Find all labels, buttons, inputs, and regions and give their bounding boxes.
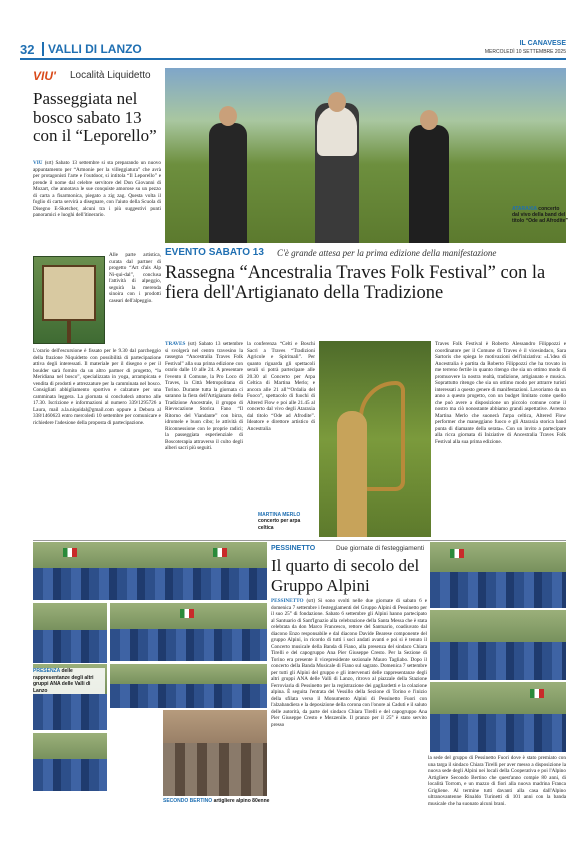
viu-body-main: L'orario dell'escursione è fissato per le 9.30 dal parcheggio della frazione Niquidetto con possibilità di partecipazione attiva degli interessati. Il materiale per il disegno e per il boulder sarà fornito da un altro partner di progetto, “la Meridiana nel bosco”, specializzata in yoga, arrampicata e vendita di prodotti e attrezzature per la camminata nel bosco. Consigliati abbigliamento sportivo e calzature per una camminata leggera. La giornata si concluderà attorno alle 17.30. Iscrizione e informazioni al numero 339/1295726 a Laura, mail a.la.niquidal@gmail.com oppure a Debora al 338/1460623 entro mercoledì 10 settembre per comunicare e richiedere l'adesione della proposta di partecipazione. bbox=[33, 348, 161, 426]
pessinetto-subhead: Due giornate di festeggiamenti bbox=[336, 545, 425, 552]
presenza-caption bbox=[33, 668, 105, 694]
presenza-caption-name: PRESENZA bbox=[33, 668, 61, 674]
alpini-parade-photo-3 bbox=[110, 603, 267, 661]
alpini-parade-photo-2 bbox=[33, 603, 107, 663]
alpini-parade-photo-6 bbox=[33, 733, 107, 791]
section-divider bbox=[33, 540, 566, 541]
harp-caption-text: concerto per arpa celtica bbox=[258, 518, 301, 531]
band-member-left bbox=[209, 123, 247, 243]
viu-body-intro bbox=[33, 160, 161, 252]
presenza-caption-text: delle rappresentanze degli altri gruppi ANA delle Valli di Lanzo bbox=[33, 668, 94, 694]
harpist bbox=[337, 411, 367, 537]
page-number: 32 bbox=[20, 42, 35, 57]
trail-sign-panel bbox=[42, 265, 96, 321]
band-member-right bbox=[409, 125, 449, 243]
trail-sign-post bbox=[67, 321, 71, 343]
event-body-col2: la conferenza “Celti e Boschi Sacri a Traves “Tradizioni Agricole e Spirituali”. Per quanto riguarda gli spettacoli serali si potrà partecipare alle 20.30 al Concerto per Arpa Celtica di Martina Merlo; e ancora alle 21 all’“Ordalia del Fuoco”, spettacolo di fuochi di Altered Flow e poi alle 21.45 al concerto dal vivo degli Ataraxia dal titolo “Ode ad Afrodite”. Ideatore e direttore artistico di Ancestralia bbox=[247, 341, 315, 432]
harp-photo-caption bbox=[258, 512, 316, 531]
event-headline: Rassegna “Ancestralia Traves Folk Festival” con la fiera dell'Artigianato della Tradizione bbox=[165, 263, 546, 304]
viu-dateline: VIÙ bbox=[33, 160, 43, 166]
event-body-col1-text: (srt) Sabato 13 settembre si svolgerà nel centro travesino la rassegna “Ancestralia Traves Folk Festival” alla sua prima edizione con orario dalle 10 alle 24. A presentare l'evento il Comune, la Pro Loco di Traves, la Città Metropolitana di Torino. Durante tutta la giornata ci saranno la fiera dell'Artigianato della Tradizione Ancestrale, il gruppo di Rievocazione Storica Fano “Il Ritorno del Viandante” con birra, idromele e buon cibo; le attività di Riconnessione con le proprie radici; la passeggiata esperienziale di Boscoterapia attraverso il culto degli alberi sacri più seguiti. bbox=[165, 341, 243, 451]
section-title: VALLI DI LANZO bbox=[48, 42, 142, 56]
event-body-col3: Traves Folk Festival è Roberto Alessandro Filippozzi e coordinatore per il Comune di Traves è il vicesindaco, Sara Sartoris che spiega le motivazioni dell'iniziativa: «L'idea di Ancestralia è partita da Roberto Filippozzi che ha trovato in me terreno fertile in quanto ritengo che sia un ottimo modo di promuovere la nostra realtà, tradizione, artigianato e musica. Soprattutto ritengo che sia un ottimo modo per attrarre turisti interessati a questo genere di manifestazioni. Lavoriamo da un anno a questo progetto, con un budget limitato come quello che può avere a disposizione un piccolo comune come il nostro ma ciò nonostante abbiamo grandi aspettative. Avremo Martina Merlo che suonerà l'arpa celtica, Altered Flow performer che maneggiano fuoco e gli Ataraxia storica band punta di diamante della serata». Con un invito a partecipare alla ricca giornata di Iniziative di Ancestralia Traves Folk Festival alla sua prima edizione. bbox=[435, 341, 566, 445]
pessinetto-tag: PESSINETTO bbox=[271, 545, 316, 552]
harp-caption-name: MARTINA MERLO bbox=[258, 512, 301, 518]
viu-body-side: Alle parte artistica, curata dal partner di progetto “Art d'als Alp Ni-qui-dal”, conclusa l'attività di alpeggio, seguirà la merenda sinoira con i prodotti caseari dell'alpeggio. bbox=[109, 252, 161, 304]
band-caption-name: ATARAXIA bbox=[512, 206, 537, 212]
harp-player-photo bbox=[319, 341, 431, 537]
event-dateline: TRAVES bbox=[165, 341, 186, 347]
viu-body-intro-text: (srt) Sabato 13 settembre si sta preparando un nuovo appuntamento per “Armonie per la villeggiatura” che avrà per protagonisti l'arte e l'outdoor, si intitola “Il Leporello” e prende il nome dal celebre servitore del Don Giovanni di Mozart, che annotava le sue conquiste amorose su un pezzo di carta a fisarmonica, piegato a zig zag. Questa volta il foglio di carta servirà a disegnare, con l'aiuto della Scuola di Disegno E-Sketcher, alcuni tra i più suggestivi punti panoramici e luoghi dell'itinerario. bbox=[33, 160, 161, 218]
alpini-parade-photo-1 bbox=[33, 542, 267, 600]
event-subhead: C'è grande attesa per la prima edizione della manifestazione bbox=[277, 248, 497, 258]
viu-location: Località Liquidetto bbox=[70, 70, 151, 81]
pessinetto-headline: Il quarto di secolo del Gruppo Alpini bbox=[271, 556, 420, 595]
viu-tag: VIU' bbox=[33, 69, 56, 83]
alpini-group-photo-3 bbox=[430, 682, 566, 752]
issue-date: MERCOLEDÌ 10 SETTEMBRE 2025 bbox=[484, 49, 566, 55]
ataraxia-band-photo bbox=[165, 68, 566, 243]
pessinetto-body-end: la sede del gruppo di Pessinetto Fuori dove è stato premiato con una targa il sindaco Chiara Tirelli per aver messo a disposizione la nuova sede degli Alpini nei locali della Cooperativa e poi l'Alpino Artigliere Secondo Bertino che quest'anno compie 80 anni, di località Torrom, e un mazzo di fiori alla nuova madrina Franca Grigliene. Al termine tutti davanti alla casa dall'Alpino ultranovantenne Rinaldo Turinetti di 101 anni con la banda musicale che ha suonato alcuni brani. bbox=[428, 755, 566, 807]
event-tag: EVENTO SABATO 13 bbox=[165, 247, 264, 258]
masthead-divider bbox=[42, 42, 44, 56]
trail-sign-photo bbox=[33, 256, 105, 344]
alpini-group-photo-1 bbox=[430, 542, 566, 608]
alpini-group-photo-2 bbox=[430, 610, 566, 680]
band-photo-caption bbox=[512, 206, 568, 224]
masthead bbox=[20, 40, 566, 60]
bertino-caption bbox=[163, 798, 271, 804]
event-body-col1 bbox=[165, 341, 243, 551]
bertino-caption-text: artigliere alpino 80enne bbox=[213, 798, 270, 804]
viu-headline: Passeggiata nel bosco sabato 13 con il “Leporello” bbox=[33, 89, 157, 146]
bertino-caption-name: SECONDO BERTINO bbox=[163, 798, 213, 804]
newspaper-name: IL CANAVESE bbox=[519, 40, 566, 47]
alpini-parade-photo-5 bbox=[110, 664, 267, 708]
pessinetto-body-main-text: (srt) Si sono svolti nelle due giornate di sabato 6 e domenica 7 settembre i festeggiamenti del Gruppo Alpini di Pessinetto per il suo 25° di fondazione. Sabato 6 settembre gli Alpini hanno partecipato al Santuario di Sant'Ignazio alla celebrazione della Santa Messa che è stata celebrata da don Marco Francesco, rettore del Santuario, coadiuvato dal diacono Enzo responsabile e dal diacono Davide Bearese componente del gruppo Alpini, in ricordo di tutti i soci andati avanti e poi si è tenuto il Concerto musicale della Banda di Fiano, alla presenza del sindaco Chiara Tirelli e del capogruppo Ana Pier Giuseppe Cresto. Per la Sezione di Torino era presente il vicepresidente sezionale Mauro Tagliabo. Dopo il concerto della Banda Musicale di Fiano sul sagrato. Domenica 7 settembre per tutti gli Alpini del gruppo e gli intervenuti delle rappresentanze degli altri gruppi ANA delle Valli di Lanzo, ritrovo al piazzale della Stazione Ferroviaria di Pessinetto per la registrazione dei gagliardetti e la colazione alpina. È seguita l'entrata del Vessillo della Sezione di Torino e l'inizio della sfilata verso il Monumento Alpini di Pessinetto Fuori con l'alzabandiera e la deposizione della corona con l'onore ai Caduti e il saluto delle autorità, da parte del sindaco Chiara Tirelli e del capogruppo Ana Pier Giuseppe Cresto e Mezzenile. Il pranzo per il 25° è stato servito presso bbox=[271, 598, 427, 728]
pessinetto-dateline: PESSINETTO bbox=[271, 598, 304, 604]
pessinetto-body-main bbox=[271, 598, 427, 823]
secondo-bertino-photo bbox=[163, 710, 267, 796]
band-caption-text: concerto dal vivo della band del titolo “Ode ad Afrodite” bbox=[512, 206, 568, 224]
